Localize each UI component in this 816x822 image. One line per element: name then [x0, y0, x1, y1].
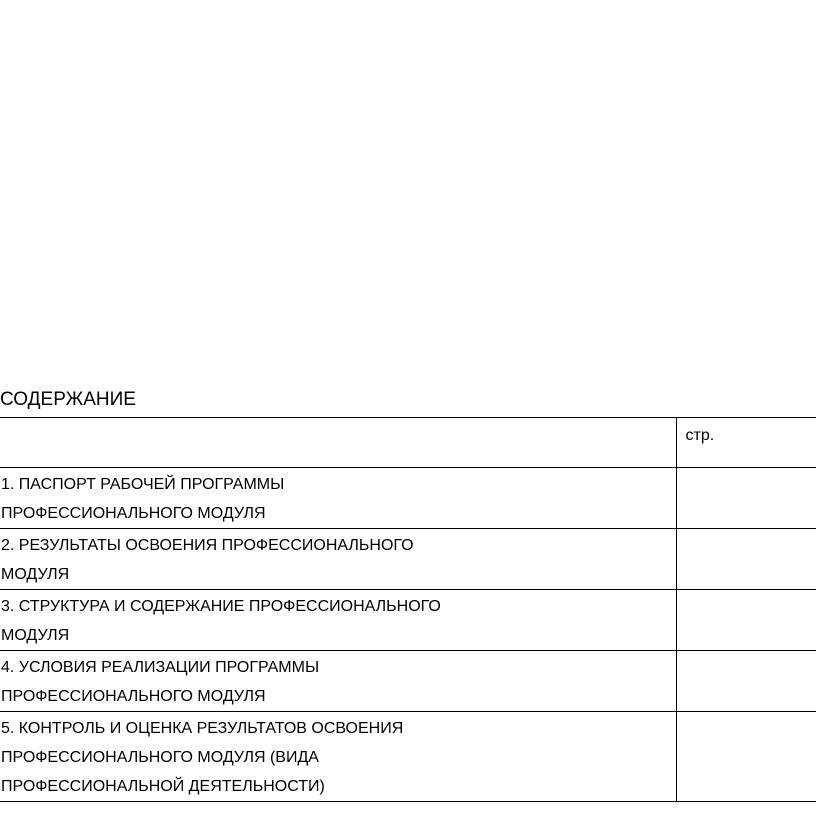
toc-row — [0, 651, 816, 712]
page-column-header: стр. — [685, 427, 715, 444]
toc-item-text: 3. СТРУКТУРА И СОДЕРЖАНИЕ ПРОФЕССИОНАЛЬНОГО МОДУЛЯ — [1, 598, 441, 644]
toc-page-cell — [676, 468, 816, 529]
toc-item-text: 2. РЕЗУЛЬТАТЫ ОСВОЕНИЯ ПРОФЕССИОНАЛЬНОГО МОДУЛЯ — [1, 537, 414, 583]
toc-item-text: 4. УСЛОВИЯ РЕАЛИЗАЦИИ ПРОГРАММЫ ПРОФЕССИОНАЛЬНОГО МОДУЛЯ — [1, 659, 320, 705]
toc-item-cell — [0, 651, 676, 712]
toc-row — [0, 712, 816, 802]
toc-page-cell — [676, 651, 816, 712]
page-title: СОДЕРЖАНИЕ — [0, 389, 136, 410]
toc-item-cell — [0, 468, 676, 529]
toc-item-cell — [0, 529, 676, 590]
toc-row — [0, 468, 816, 529]
toc-item-text: 5. КОНТРОЛЬ И ОЦЕНКА РЕЗУЛЬТАТОВ ОСВОЕНИЯ ПРОФЕССИОНАЛЬНОГО МОДУЛЯ (ВИДА ПРОФЕССИОНАЛЬНОЙ ДЕЯТЕЛЬНОСТИ) — [1, 720, 404, 795]
toc-item-text: 1. ПАСПОРТ РАБОЧЕЙ ПРОГРАММЫ ПРОФЕССИОНАЛЬНОГО МОДУЛЯ — [1, 476, 285, 522]
toc-row — [0, 529, 816, 590]
toc-header-row — [0, 418, 816, 468]
toc-page-cell — [676, 590, 816, 651]
toc-table — [0, 417, 816, 802]
toc-header-text-cell — [0, 418, 676, 468]
toc-header-page-cell — [676, 418, 816, 468]
toc-page-cell — [676, 529, 816, 590]
toc-row — [0, 590, 816, 651]
toc-page-cell — [676, 712, 816, 802]
toc-item-cell — [0, 590, 676, 651]
toc-item-cell — [0, 712, 676, 802]
